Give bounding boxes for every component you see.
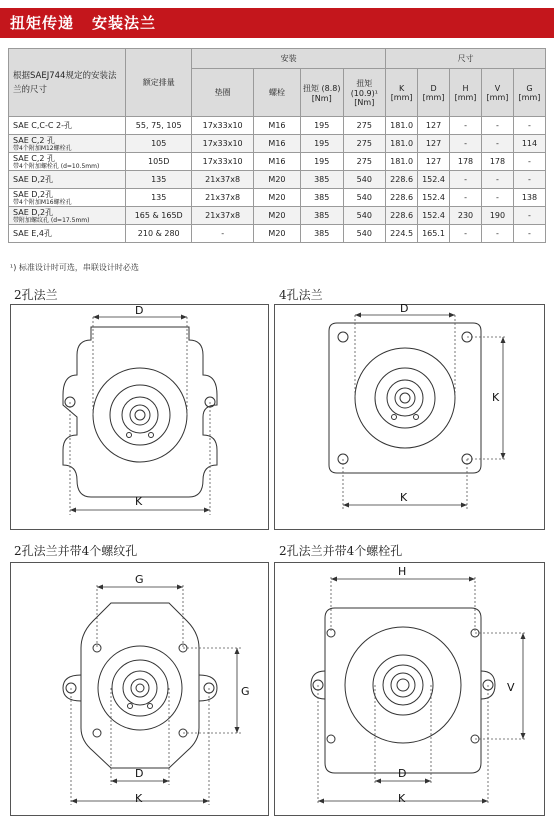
cell-g: - xyxy=(513,153,545,171)
drawing-2hole-bolt xyxy=(275,563,546,817)
cell-flange-type xyxy=(9,117,126,135)
dim-label-k: K xyxy=(398,792,406,805)
col-header-h: H [mm] xyxy=(450,69,482,117)
cell-h: - xyxy=(450,135,482,153)
cell-g: 138 xyxy=(513,189,545,207)
flange-name: SAE D,2孔 xyxy=(13,189,54,199)
cell-v: - xyxy=(481,117,513,135)
cell-washer: 21x37x8 xyxy=(192,171,254,189)
table-row xyxy=(9,153,546,171)
page-header xyxy=(0,8,554,38)
footnote: ¹) 标准设计时可选，串联设计时必选 xyxy=(10,263,139,272)
diagram-title-2hole-bolt: 2孔法兰并带4个螺栓孔 xyxy=(279,544,403,558)
col-header-washer: 垫圈 xyxy=(192,69,254,117)
cell-t88: 385 xyxy=(300,171,343,189)
cell-disp: 210 & 280 xyxy=(126,225,192,243)
cell-t88: 385 xyxy=(300,189,343,207)
cell-t109: 275 xyxy=(343,153,386,171)
cell-k: 224.5 xyxy=(386,225,418,243)
cell-k: 228.6 xyxy=(386,171,418,189)
table-row xyxy=(9,225,546,243)
col-header-k: K [mm] xyxy=(386,69,418,117)
table-row xyxy=(9,117,546,135)
cell-h: - xyxy=(450,171,482,189)
group-header-dims: 尺寸 xyxy=(386,49,546,69)
flange-name: SAE E,4孔 xyxy=(13,229,52,238)
diagram-title-4hole: 4孔法兰 xyxy=(279,288,323,302)
cell-t109: 540 xyxy=(343,225,386,243)
table-row xyxy=(9,207,546,225)
cell-disp: 165 & 165D xyxy=(126,207,192,225)
cell-bolt: M16 xyxy=(254,117,301,135)
cell-k: 181.0 xyxy=(386,153,418,171)
col-header-displacement: 额定排量 xyxy=(126,49,192,117)
cell-k: 181.0 xyxy=(386,135,418,153)
flange-name: SAE C,2 孔 xyxy=(13,135,56,145)
diagram-title-2hole-threaded: 2孔法兰并带4个螺纹孔 xyxy=(14,544,138,558)
dim-label-d: D xyxy=(135,304,144,317)
table-row xyxy=(9,135,546,153)
cell-washer: 17x33x10 xyxy=(192,117,254,135)
cell-washer: - xyxy=(192,225,254,243)
cell-flange-type xyxy=(9,207,126,225)
cell-washer: 17x33x10 xyxy=(192,135,254,153)
cell-d: 165.1 xyxy=(418,225,450,243)
dim-label-k: K xyxy=(400,491,408,504)
cell-g: - xyxy=(513,207,545,225)
col-header-torque88: 扭矩 (8.8) [Nm] xyxy=(300,69,343,117)
cell-h: - xyxy=(450,189,482,207)
cell-g: 114 xyxy=(513,135,545,153)
cell-t88: 195 xyxy=(300,117,343,135)
cell-v: - xyxy=(481,135,513,153)
cell-d: 152.4 xyxy=(418,189,450,207)
flange-name: SAE D,2孔 xyxy=(13,175,54,184)
col-header-flange: 根据SAEJ744规定的安装法兰的尺寸 xyxy=(9,49,126,117)
cell-v: 190 xyxy=(481,207,513,225)
cell-d: 152.4 xyxy=(418,171,450,189)
diagram-title-2hole: 2孔法兰 xyxy=(14,288,58,302)
cell-washer: 17x33x10 xyxy=(192,153,254,171)
spec-table xyxy=(8,48,546,243)
cell-bolt: M20 xyxy=(254,189,301,207)
flange-name: SAE C,2 孔 xyxy=(13,153,56,163)
flange-sub-note: 带4个附加M16螺栓孔 xyxy=(13,198,72,206)
cell-g: - xyxy=(513,225,545,243)
dim-label-d: D xyxy=(135,767,144,780)
cell-h: 230 xyxy=(450,207,482,225)
header-title-right: 安装法兰 xyxy=(92,14,157,32)
cell-bolt: M20 xyxy=(254,171,301,189)
dim-label-v: V xyxy=(507,681,515,694)
diagram-4hole-flange xyxy=(274,304,545,530)
cell-t88: 195 xyxy=(300,135,343,153)
flange-sub-note: 带4个附加螺栓孔 (d=10.5mm) xyxy=(13,162,100,170)
cell-t109: 540 xyxy=(343,207,386,225)
col-header-v: V [mm] xyxy=(481,69,513,117)
dim-label-h: H xyxy=(398,565,407,578)
cell-flange-type xyxy=(9,189,126,207)
dim-label-d: D xyxy=(398,767,407,780)
cell-v: - xyxy=(481,171,513,189)
cell-t88: 195 xyxy=(300,153,343,171)
flange-sub-note: 带附加螺纹孔 (d=17.5mm) xyxy=(13,216,90,224)
table-row xyxy=(9,171,546,189)
col-header-d: D [mm] xyxy=(418,69,450,117)
dim-label-g-vertical: G xyxy=(241,685,250,698)
cell-bolt: M16 xyxy=(254,153,301,171)
cell-disp: 105 xyxy=(126,135,192,153)
cell-d: 127 xyxy=(418,153,450,171)
col-header-torque109: 扭矩 (10.9)¹ [Nm] xyxy=(343,69,386,117)
cell-bolt: M16 xyxy=(254,135,301,153)
cell-h: - xyxy=(450,117,482,135)
flange-name: SAE C,C-C 2-孔 xyxy=(13,121,73,130)
table-row xyxy=(9,189,546,207)
cell-d: 127 xyxy=(418,135,450,153)
cell-g: - xyxy=(513,117,545,135)
header-title-left: 扭矩传递 xyxy=(10,14,75,32)
cell-washer: 21x37x8 xyxy=(192,189,254,207)
col-header-g: G [mm] xyxy=(513,69,545,117)
diagram-2hole-bolt xyxy=(274,562,545,816)
cell-flange-type xyxy=(9,153,126,171)
cell-t109: 275 xyxy=(343,117,386,135)
flange-name: SAE D,2孔 xyxy=(13,207,54,217)
dim-label-g: G xyxy=(135,573,144,586)
cell-d: 127 xyxy=(418,117,450,135)
cell-h: 178 xyxy=(450,153,482,171)
cell-d: 152.4 xyxy=(418,207,450,225)
cell-g: - xyxy=(513,171,545,189)
flange-sub-note: 带4个附加M12螺栓孔 xyxy=(13,144,72,152)
diagram-2hole-flange xyxy=(10,304,269,530)
cell-flange-type xyxy=(9,171,126,189)
dim-label-k: K xyxy=(135,495,143,508)
drawing-4hole xyxy=(275,305,546,531)
dim-label-k-vertical: K xyxy=(492,391,500,404)
col-header-bolt: 螺栓 xyxy=(254,69,301,117)
cell-washer: 21x37x8 xyxy=(192,207,254,225)
cell-v: 178 xyxy=(481,153,513,171)
cell-t88: 385 xyxy=(300,207,343,225)
cell-disp: 135 xyxy=(126,171,192,189)
diagram-2hole-threaded xyxy=(10,562,269,816)
cell-flange-type xyxy=(9,225,126,243)
dim-label-k: K xyxy=(135,792,143,805)
cell-disp: 135 xyxy=(126,189,192,207)
cell-t88: 385 xyxy=(300,225,343,243)
cell-disp: 105D xyxy=(126,153,192,171)
cell-k: 228.6 xyxy=(386,207,418,225)
cell-k: 181.0 xyxy=(386,117,418,135)
group-header-mount: 安装 xyxy=(192,49,386,69)
cell-disp: 55, 75, 105 xyxy=(126,117,192,135)
cell-bolt: M20 xyxy=(254,207,301,225)
cell-h: - xyxy=(450,225,482,243)
cell-t109: 275 xyxy=(343,135,386,153)
cell-bolt: M20 xyxy=(254,225,301,243)
cell-k: 228.6 xyxy=(386,189,418,207)
dim-label-d: D xyxy=(400,302,409,315)
cell-v: - xyxy=(481,225,513,243)
cell-v: - xyxy=(481,189,513,207)
cell-flange-type xyxy=(9,135,126,153)
cell-t109: 540 xyxy=(343,189,386,207)
cell-t109: 540 xyxy=(343,171,386,189)
